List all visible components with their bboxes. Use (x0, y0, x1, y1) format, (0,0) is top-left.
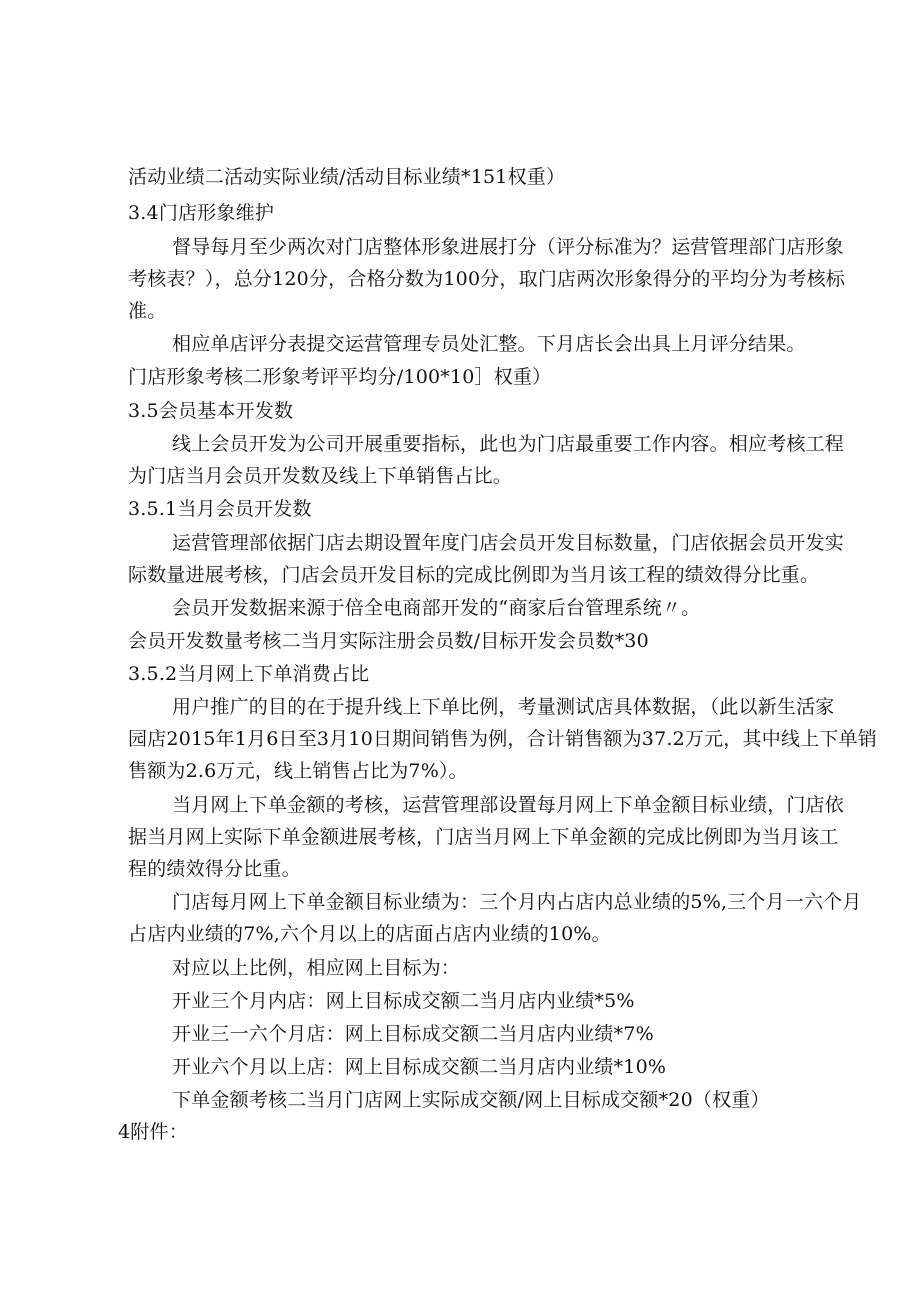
paragraph-line: 线上会员开发为公司开展重要指标，此也为门店最重要工作内容。相应考核工程 (172, 433, 845, 455)
section-heading-3-5: 3.5会员基本开发数 (128, 400, 294, 422)
paragraph-line: 对应以上比例，相应网上目标为： (172, 957, 461, 979)
target-formula-line: 开业三一六个月店：网上目标成交额二当月店内业绩*7% (172, 1023, 654, 1045)
section-heading-3-5-1: 3.5.1当月会员开发数 (128, 498, 312, 520)
paragraph-line: 当月网上下单金额的考核，运营管理部设置每月网上下单金额目标业绩，门店依 (172, 794, 845, 816)
formula-store-image: 门店形象考核二形象考评平均分/100*10］权重） (128, 366, 552, 388)
paragraph-line: 为门店当月会员开发数及线上下单销售占比。 (128, 465, 513, 487)
formula-activity-performance: 活动业绩二活动实际业绩/活动目标业绩*151权重） (128, 166, 566, 188)
paragraph-line: 门店每月网上下单金额目标业绩为：三个月内占店内总业绩的5%,三个月一六个月 (172, 891, 862, 913)
paragraph-line: 据当月网上实际下单金额进展考核，门店当月网上下单金额的完成比例即为当月该工 (128, 826, 839, 848)
paragraph-line: 用户推广的目的在于提升线上下单比例，考量测试店具体数据，（此以新生活家 (172, 696, 835, 718)
paragraph-line: 售额为2.6万元，线上销售占比为7%）。 (128, 760, 468, 782)
paragraph-line: 程的绩效得分比重。 (128, 858, 301, 880)
paragraph-line: 运营管理部依据门店去期设置年度门店会员开发目标数量，门店依据会员开发实 (172, 532, 845, 554)
target-formula-line: 开业三个月内店：网上目标成交额二当月店内业绩*5% (172, 990, 635, 1012)
formula-member-count: 会员开发数量考核二当月实际注册会员数/目标开发会员数*30 (128, 630, 649, 652)
paragraph-line: 际数量进展考核，门店会员开发目标的完成比例即为当月该工程的绩效得分比重。 (128, 564, 820, 586)
paragraph-line: 督导每月至少两次对门店整体形象进展打分（评分标准为？运营管理部门店形象 (172, 236, 845, 258)
paragraph-line: 占店内业绩的7%,六个月以上的店面占店内业绩的10%。 (128, 923, 611, 945)
formula-order-amount: 下单金额考核二当月门店网上实际成交额/网上目标成交额*20（权重） (172, 1089, 770, 1111)
paragraph-line: 准。 (128, 300, 167, 322)
target-formula-line: 开业六个月以上店：网上目标成交额二当月店内业绩*10% (172, 1056, 667, 1078)
section-heading-3-4: 3.4门店形象维护 (128, 202, 275, 224)
paragraph-line: 园店2015年1月6日至3月10日期间销售为例，合计销售额为37.2万元，其中线上下单销 (128, 728, 877, 750)
section-heading-3-5-2: 3.5.2当月网上下单消费占比 (128, 663, 370, 685)
paragraph-line: 会员开发数据来源于倍全电商部开发的“商家后台管理系统〃。 (172, 597, 701, 619)
paragraph-line: 相应单店评分表提交运营管理专员处汇整。下月店长会出具上月评分结果。 (172, 333, 806, 355)
paragraph-line: 考核表？），总分120分，合格分数为100分，取门店两次形象得分的平均分为考核标 (128, 268, 846, 290)
section-heading-4: 4附件： (118, 1121, 188, 1143)
